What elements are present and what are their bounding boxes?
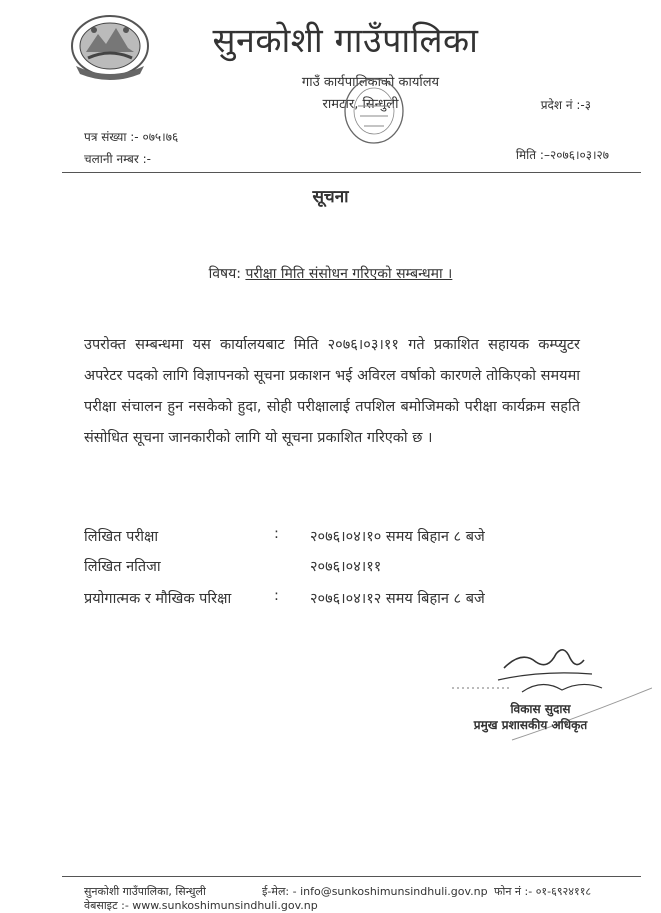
office-subtitle: गाउँ कार्यपालिकाको कार्यालय (301, 75, 440, 90)
schedule-separator: : (274, 526, 279, 542)
subject-line (0, 264, 661, 283)
footer-website: वेबसाइट :- www.sunkoshimunsindhuli.gov.np (84, 899, 318, 912)
notice-body (84, 330, 580, 454)
subject-text: परीक्षा मिति संसोधन गरिएको सम्बन्धमा । (245, 266, 453, 282)
schedule-separator: : (274, 588, 279, 604)
signatory-name: विकास सुदास (510, 702, 571, 716)
dispatch-number: चलानी नम्बर :- (84, 152, 151, 166)
office-address: रामटार, सिन्धुली (322, 97, 399, 112)
schedule-label: लिखित नतिजा (84, 559, 161, 575)
schedule-value: २०७६।०४।११ (310, 559, 382, 575)
schedule-label: लिखित परीक्षा (84, 529, 159, 545)
signatory-title: प्रमुख प्रशासकीय अधिकृत (473, 718, 588, 732)
footer-divider (62, 876, 641, 877)
office-stamp (342, 76, 406, 146)
letter-number: पत्र संख्या :- ०७५।७६ (84, 130, 179, 144)
footer-org: सुनकोशी गाउँपालिका, सिन्धुली (84, 885, 206, 898)
body-paragraph: उपरोक्त सम्बन्धमा यस कार्यालयबाट मिति २०७६।०३।११ गते प्रकाशित सहायक कम्प्युटर अपरेटर पदको लागि विज्ञापनको सूचना प्रकाशन भई अविरल वर्षाको कारणले तोकिएको समयमा परीक्षा संचालन हुन नसकेको हुदा, सोही परीक्षालाई तपशिल बमोजिमको परीक्षा कार्यक्रम सहति संसोधित सूचना जानकारीको लागि यो सूचना प्रकाशित गरिएको छ । (84, 337, 580, 446)
schedule-value: २०७६।०४।१० समय बिहान ८ बजे (310, 529, 485, 545)
schedule-label: प्रयोगात्मक र मौखिक परिक्षा (84, 591, 232, 607)
header-divider (62, 172, 641, 173)
footer-email: ई-मेल: - info@sunkoshimunsindhuli.gov.np (262, 885, 488, 898)
letter-date: मिति :–२०७६।०३।२७ (515, 148, 609, 162)
footer-phone: फोन नं :- ०१-६९२४११८ (494, 885, 592, 898)
subject-label: विषय: (208, 266, 241, 282)
province-number: प्रदेश नं :-३ (540, 98, 591, 112)
schedule-value: २०७६।०४।१२ समय बिहान ८ बजे (310, 591, 485, 607)
notice-title: सूचना (312, 187, 349, 207)
office-name: सुनकोशी गाउँपालिका (212, 21, 479, 61)
